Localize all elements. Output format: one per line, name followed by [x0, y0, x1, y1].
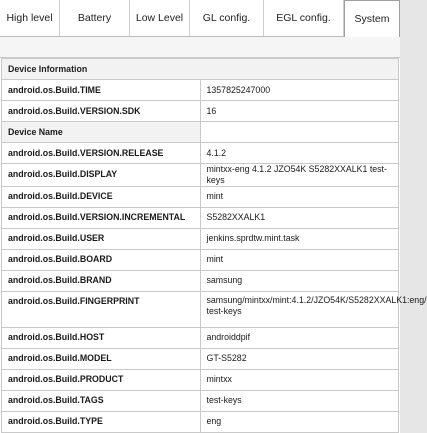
table-row	[2, 249, 399, 270]
row-value: mintxx	[200, 369, 399, 390]
row-key: android.os.Build.VERSION.INCREMENTAL	[2, 207, 201, 228]
table-row	[2, 270, 399, 291]
tab-high-level[interactable]: High level	[0, 0, 60, 36]
table-row	[2, 228, 399, 249]
row-value: androiddpif	[200, 327, 399, 348]
table-row	[2, 327, 399, 348]
row-value: 4.1.2	[200, 143, 399, 164]
row-key: android.os.Build.DISPLAY	[2, 164, 201, 187]
table-row	[2, 143, 399, 164]
row-value: eng	[200, 411, 399, 432]
row-value: samsung	[200, 270, 399, 291]
system-info-panel	[0, 37, 427, 433]
row-key: android.os.Build.HOST	[2, 327, 201, 348]
row-value: mint	[200, 249, 399, 270]
tab-gl-config[interactable]: GL config.	[190, 0, 264, 36]
tab-system[interactable]: System	[344, 0, 400, 37]
table-row	[2, 186, 399, 207]
section-spacer	[200, 122, 399, 143]
row-key: android.os.Build.TYPE	[2, 411, 201, 432]
section-title: Device Information	[2, 59, 399, 80]
row-value: mint	[200, 186, 399, 207]
row-value: samsung/mintxx/mint:4.1.2/JZO54K/S5282XXALK1:eng/ test-keys	[200, 291, 399, 327]
table-row	[2, 101, 399, 122]
table-row	[2, 369, 399, 390]
row-value: S5282XXALK1	[200, 207, 399, 228]
row-value: 1357825247000	[200, 80, 399, 101]
row-key: android.os.Build.FINGERPRINT	[2, 291, 201, 327]
row-key: android.os.Build.TAGS	[2, 390, 201, 411]
table-row	[2, 80, 399, 101]
row-key: android.os.Build.VERSION.RELEASE	[2, 143, 201, 164]
tab-bar	[0, 0, 400, 37]
row-value: GT-S5282	[200, 348, 399, 369]
system-info-table	[1, 58, 427, 433]
row-key: android.os.Build.MODEL	[2, 348, 201, 369]
row-key: android.os.Build.TIME	[2, 80, 201, 101]
section-device-name	[2, 122, 399, 143]
section-title: Device Name	[2, 122, 201, 143]
row-key: android.os.Build.USER	[2, 228, 201, 249]
row-key: android.os.Build.VERSION.SDK	[2, 101, 201, 122]
row-key: android.os.Build.PRODUCT	[2, 369, 201, 390]
table-row	[2, 390, 399, 411]
row-key: android.os.Build.DEVICE	[2, 186, 201, 207]
tab-egl-config[interactable]: EGL config.	[264, 0, 344, 36]
table-row	[2, 348, 399, 369]
row-value: mintxx-eng 4.1.2 JZO54K S5282XXALK1 test-keys	[200, 164, 399, 187]
table-row	[2, 411, 399, 432]
table-row	[2, 207, 399, 228]
tab-low-level[interactable]: Low Level	[130, 0, 190, 36]
tab-battery[interactable]: Battery	[60, 0, 130, 36]
panel-top-spacer	[0, 37, 400, 58]
table-row	[2, 291, 399, 327]
row-value: jenkins.sprdtw.mint.task	[200, 228, 399, 249]
row-key: android.os.Build.BOARD	[2, 249, 201, 270]
row-value: 16	[200, 101, 399, 122]
row-key: android.os.Build.BRAND	[2, 270, 201, 291]
section-device-information	[2, 59, 399, 80]
table-row	[2, 164, 399, 187]
row-value: test-keys	[200, 390, 399, 411]
